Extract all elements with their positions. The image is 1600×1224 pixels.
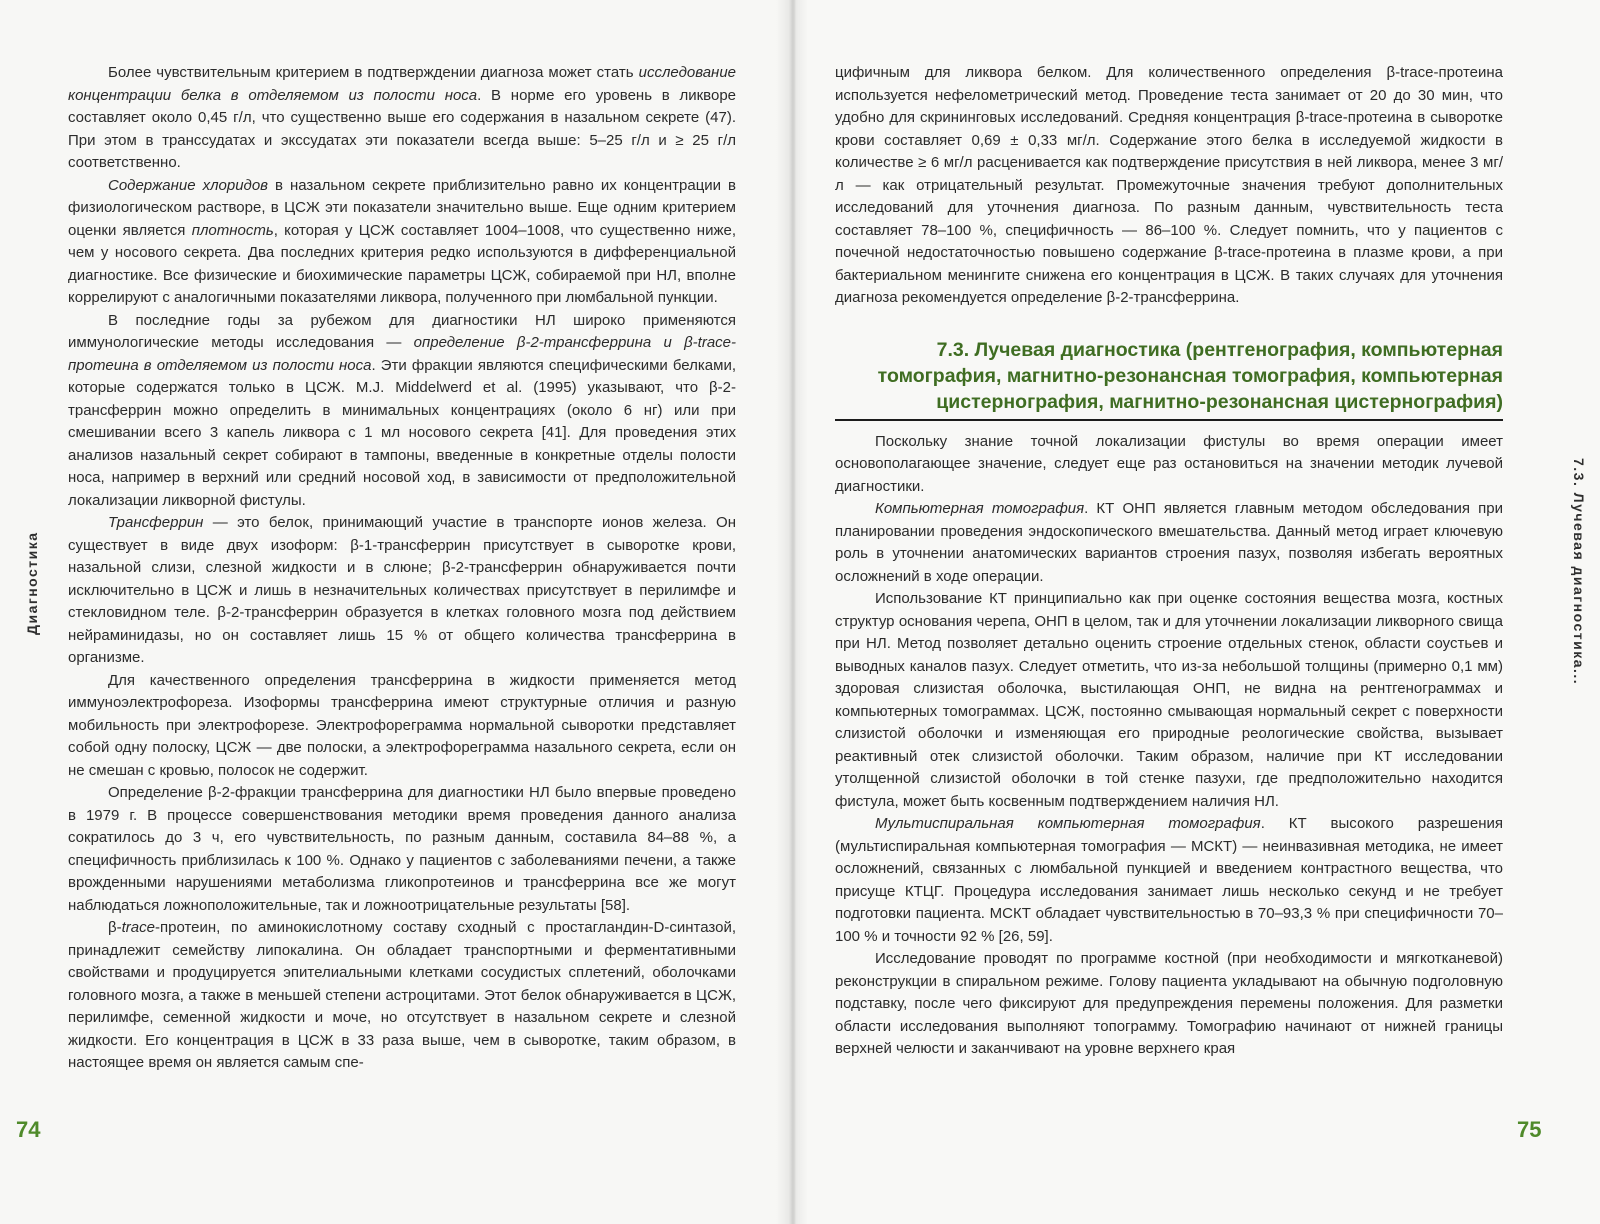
body-paragraph <box>68 670 736 783</box>
text-run: в назальном секрете приблизительно равно их концентрации в физиологическом растворе, в ЦСЖ эти показатели значительно выше. Еще одним критерием оценки является <box>68 176 737 239</box>
body-paragraph <box>68 917 736 1075</box>
italic-term: плотность <box>191 221 274 239</box>
text-run: , которая у ЦСЖ составляет 1004–1008, что существенно ниже, чем у носового секрета. Два последних критерия редко используются в дифференциальной диагностике. Все физические и биохимические параметры ЦСЖ, собираемой при НЛ, вполне коррелируют с аналогичными показателями ликвора, полученного при люмбальной пункции. <box>68 221 736 306</box>
right-body <box>835 431 1503 1061</box>
text-run: Поскольку знание точной локализации фистулы во время операции имеет основополагающее значение, следует еще раз остановиться на значении методик лучевой диагностики. <box>835 432 1503 495</box>
text-run: Определение β-2-фракции трансферрина для диагностики НЛ было впервые проведено в 1979 г. В процессе совершенствования методики время проведения данного анализа сократилось до 3 ч, его чувствительность, по разным данным, составила 84–88 %, а специфичность приблизилась к 100 %. Однако у пациентов с заболеваниями печени, а также врожденными нарушениями метаболизма гликопротеинов и трансферрина все же могут наблюдаться ложноположительные, так и ложноотрицательные результаты [58]. <box>68 784 736 914</box>
text-run: . КТ ОНП является главным методом обследования при планировании проведения эндоскопического вмешательства. Данный метод играет ключевую роль в уточнении анатомических вариантов строения пазух, позволяя избегать вероятных осложнений в ходе операции. <box>835 500 1503 585</box>
text-run: Для качественного определения трансферрина в жидкости применяется метод иммуноэлектрофореза. Изоформы трансферрина имеют структурные отличия и разную мобильность при электрофорезе. Электрофореграмма нормальной сыворотки представляет собой одну полоску, ЦСЖ — две полоски, а электрофореграмма назального секрета, если он не смешан с кровью, полосок не содержит. <box>68 671 736 779</box>
right-page <box>795 0 1600 1224</box>
text-run: . Эти фракции являются специфическими белками, которые содержатся только в ЦСЖ. M.J. Middelwerd et al. (1995) указывают, что β-2-трансферрин можно определить в минимальных концентрациях (около 6 нг) или при смешивании всего 3 капель ликвора с 1 мл носового секрета [41]. Для проведения этих анализов назальный секрет собирают в тампоны, введенные в конкретные отделы полости носа, например в верхний или средний носовой ход, в зависимости от предположительной локализации ликворной фистулы. <box>68 356 736 509</box>
text-run: Более чувствительным критерием в подтверждении диагноза может стать <box>108 64 639 81</box>
left-page-number: 74 <box>16 1117 41 1142</box>
continuation-paragraph: цифичным для ликвора белком. Для количественного определения β-trace-протеина используется нефелометрический метод. Проведение теста занимает от 20 до 30 мин, что удобно для скрининговых исследований. Средняя концентрация β-trace-протеина в сыворотке крови составляет 0,69 ± 0,33 мг/л. Содержание этого белка в исследуемой жидкости в количестве ≥ 6 мг/л расценивается как подтверждение присутствия в ней ликвора, менее 3 мг/л — как отрицательный результат. Промежуточные значения требуют дополнительных исследований для уточнения диагноза. По разным данным, чувствительность теста составляет 78–100 %, специфичность — 86–100 %. Следует помнить, что у пациентов с почечной недостаточностью повышено содержание β-trace-протеина в плазме крови, а при бактериальном менингите снижена его концентрация в ЦСЖ. В таких случаях для уточнения диагноза рекомендуется определение β-2-трансферрина. <box>835 64 1503 306</box>
left-text-column <box>68 62 736 1075</box>
body-paragraph <box>68 512 736 670</box>
text-run: -протеин, по аминокислотному составу сходный с простагландин-D-синтазой, принадлежит семейству липокалина. Он обладает транспортными и ферментативными свойствами и продуцируется эпителиальными клетками сосудистых сплетений, оболочками головного мозга, а также в меньшей степени астроцитами. Этот белок обнаруживается в ЦСЖ, перилимфе, семенной жидкости и моче, но отсутствует в назальном секрете и слезной жидкости. Его концентрация в ЦСЖ в 33 раза выше, чем в сыворотке, таким образом, в настоящее время он является самым спе- <box>68 919 736 1071</box>
section-heading: 7.3. Лучевая диагностика (рентгенография, компьютерная томография, магнитно-резонансная томография, компьютерная цистернография, магнитно-резонансная цистернография) <box>835 337 1503 421</box>
body-paragraph <box>835 588 1503 813</box>
left-running-head: Диагностика <box>24 531 40 635</box>
body-paragraph <box>835 948 1503 1061</box>
text-run: — это белок, принимающий участие в транспорте ионов железа. Он существует в виде двух изоформ: β-1-трансферрин присутствует в сыворотке крови, назальной слизи, слезной жидкости и в слюне; β-2-трансферрин обнаруживается почти исключительно в ЦСЖ и лишь в незначительных количествах присутствует в перилимфе и стекловидном теле. β-2-трансферрин образуется в клетках головного мозга под действием нейраминидазы, но он составляет лишь 15 % от общего количества трансферрина в организме. <box>68 514 736 666</box>
italic-term: Компьютерная томография <box>875 500 1085 517</box>
left-page <box>0 0 793 1224</box>
italic-term: исследование концентрации белка в отделяемом из полости носа <box>68 64 736 104</box>
italic-term: trace <box>121 919 155 936</box>
body-paragraph <box>68 175 736 310</box>
right-running-head: 7.3. Лучевая диагностика... <box>1571 458 1587 686</box>
body-paragraph <box>68 782 736 917</box>
text-run: . КТ высокого разрешения (мультиспиральная компьютерная томография — МСКТ) — неинвазивная методика, не имеет осложнений, связанных с люмбальной пункцией и введением контрастного вещества, что присуще КТЦГ. Процедура исследования занимает лишь несколько секунд и не требует подготовки пациента. МСКТ обладает чувствительностью в 70–93,3 % при специфичности 70–100 % и точности 92 % [26, 59]. <box>835 815 1503 945</box>
body-paragraph <box>835 813 1503 948</box>
text-run: β- <box>108 919 122 936</box>
text-run: Исследование проводят по программе костной (при необходимости и мягкотканевой) реконструкции в спиральном режиме. Голову пациента укладывают на обычную подголовную подставку, после чего фиксируют для предупреждения перемены положения. Для разметки области исследования выполняют топограмму. Томографию начинают от нижней границы верхней челюсти и заканчивают на уровне верхнего края <box>835 950 1503 1057</box>
text-run: . В норме его уровень в ликворе составляет около 0,45 г/л, что существенно выше его содержания в назальном секрете (47). При этом в транссудатах и экссудатах эти показатели всегда выше: 5–25 г/л и ≥ 25 г/л соответственно. <box>68 86 736 171</box>
body-paragraph <box>68 62 736 175</box>
italic-term: определение β-2-трансферрина и β-trace-протеина в отделяемом из полости носа <box>68 334 736 374</box>
right-page-number: 75 <box>1517 1117 1542 1142</box>
italic-term: Трансферрин <box>108 514 204 531</box>
text-run: Использование КТ принципиально как при оценке состояния вещества мозга, костных структур основания черепа, ОНП в целом, так и для уточнении локализации ликворного свища при НЛ. Метод позволяет детально оценить строение отдельных стенок, области соустьев и выводных каналов пазух. Следует отметить, что из-за небольшой толщины (примерно 0,1 мм) здоровая слизистая оболочка, выстилающая ОНП, не видна на рентгенограммах и компьютерных томограммах. ЦСЖ, постоянно смывающая нормальный секрет с поверхности слизистой оболочки и изменяющая его природные реологические свойства, вызывает реактивный отек слизистой оболочки. Таким образом, наличие при КТ исследовании утолщенной слизистой оболочки в той стенке пазухи, где предположительно находится фистула, может быть косвенным подтверждением наличия НЛ. <box>835 590 1503 810</box>
text-run: В последние годы за рубежом для диагностики НЛ широко применяются иммунологические методы исследования — <box>68 311 736 351</box>
body-paragraph <box>835 498 1503 588</box>
body-paragraph <box>835 431 1503 499</box>
body-paragraph <box>68 310 736 513</box>
right-text-column <box>835 62 1503 1061</box>
italic-term: Содержание хлоридов <box>108 176 269 194</box>
italic-term: Мультиспиральная компьютерная томография <box>875 815 1261 832</box>
